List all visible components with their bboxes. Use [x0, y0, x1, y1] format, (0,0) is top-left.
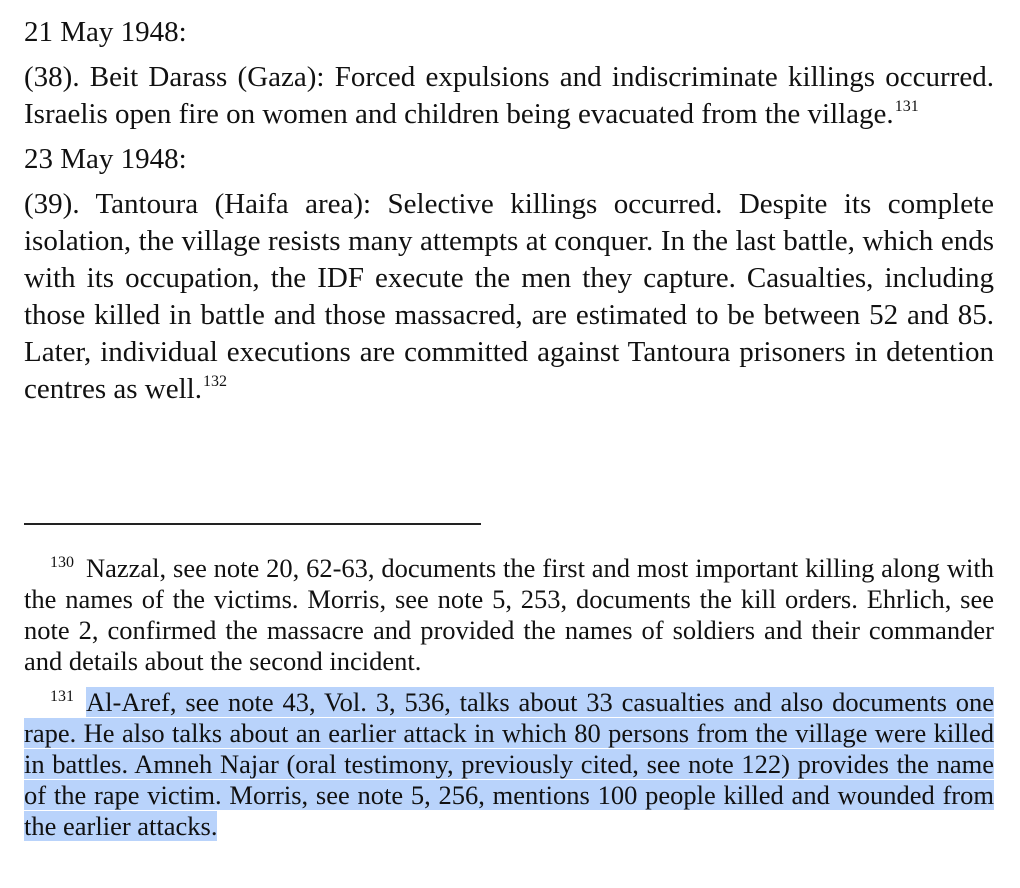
date-heading-21-may: 21 May 1948: [24, 16, 187, 48]
footnote-ref-131[interactable]: 131 [894, 98, 919, 115]
entry-38-paragraph [24, 59, 994, 133]
footnote-131-selected-text[interactable]: Al-Aref, see note 43, Vol. 3, 536, talks about 33 casualties and also documents one rape. He also talks about an earlier attack in which 80 persons from the village were killed in battles. Amneh Najar (oral testimony, previously cited, see note 122) provides the name of the rape victim. Morris, see note 5, 256, mentions 100 people killed and wounded from the earlier attacks. [24, 687, 994, 841]
entry-38-text: (38). Beit Darass (Gaza): Forced expulsions and indiscriminate killings occurred. Israelis open fire on women and children being evacuated from the village. [24, 61, 994, 130]
footnote-number-131: 131 [50, 688, 74, 705]
footnote-separator-rule [24, 523, 481, 525]
footnotes-section [24, 553, 994, 852]
footnote-131[interactable] [24, 687, 994, 842]
footnote-130-text: Nazzal, see note 20, 62-63, documents the first and most important killing along with the names of the victims. Morris, see note 5, 253, documents the kill orders. Ehrlich, see note 2, confirmed the massacre and provided the names of soldiers and their commander and details about the second incident. [24, 553, 994, 676]
entry-39-text: (39). Tantoura (Haifa area): Selective killings occurred. Despite its complete isolation, the village resists many attempts at conquer. In the last battle, which ends with its occupation, the IDF execute the men they capture. Casualties, including those killed in battle and those massacred, are estimated to be between 52 and 85. Later, individual executions are committed against Tantoura prisoners in detention centres as well. [24, 188, 994, 405]
footnote-number-130: 130 [50, 554, 74, 571]
date-heading-23-may: 23 May 1948: [24, 143, 187, 175]
footnote-130 [24, 553, 994, 677]
document-body [24, 14, 994, 408]
entry-39-paragraph [24, 186, 994, 408]
footnote-ref-132[interactable]: 132 [202, 373, 227, 390]
